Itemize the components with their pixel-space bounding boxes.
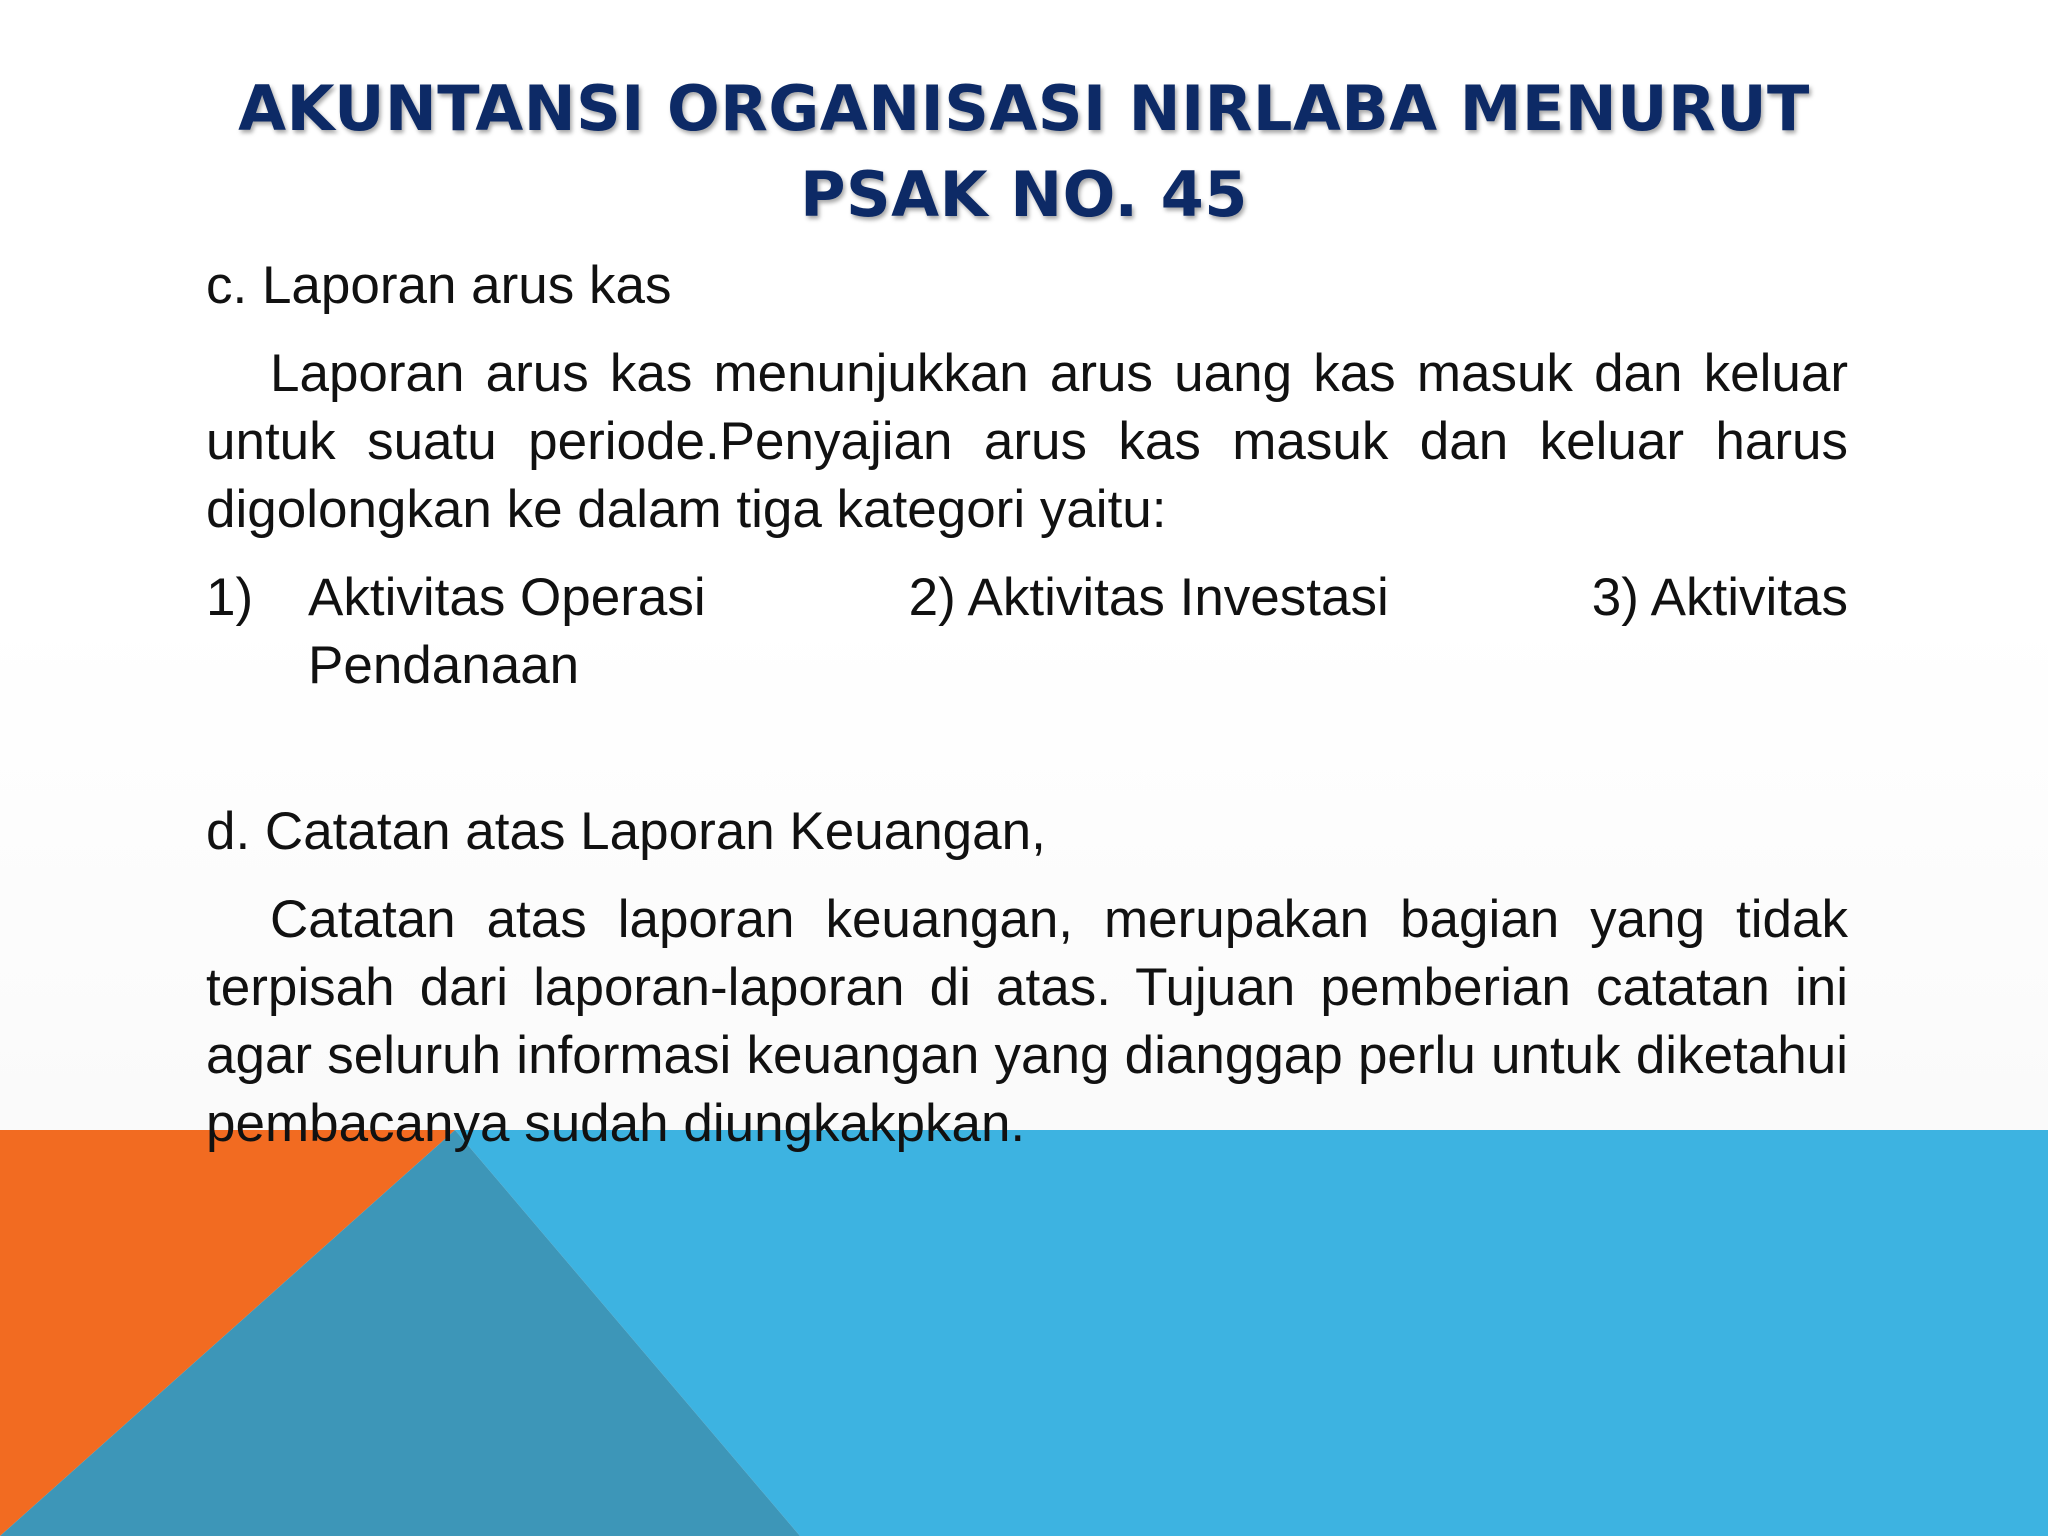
section-c-heading: c. Laporan arus kas <box>206 256 672 315</box>
list-line <box>308 564 1848 632</box>
slide-title: AKUNTANSI ORGANISASI NIRLABA MENURUT PSAK NO. 45 <box>238 72 1810 231</box>
list-item-operasi: Aktivitas Operasi <box>308 568 706 627</box>
list-item-investasi: 2) Aktivitas Investasi <box>908 568 1389 627</box>
category-list <box>206 564 1848 700</box>
list-number: 1) <box>206 568 254 627</box>
section-d-paragraph: Catatan atas laporan keuangan, merupakan bagian yang tidak terpisah dari laporan-laporan di atas. Tujuan pemberian catatan ini agar seluruh informasi keuangan yang dianggap perlu untuk diketahui pembacanya sudah diungkakpkan. <box>206 890 1848 1153</box>
slide-content <box>206 252 1848 1158</box>
section-d-heading: d. Catatan atas Laporan Keuangan, <box>206 802 1046 861</box>
list-item-pendanaan-continued: Pendanaan <box>308 636 580 695</box>
section-c-paragraph: Laporan arus kas menunjukkan arus uang kas masuk dan keluar untuk suatu periode.Penyajian arus kas masuk dan keluar harus digolongkan ke dalam tiga kategori yaitu: <box>206 344 1848 539</box>
list-item-pendanaan: 3) Aktivitas <box>1591 568 1848 627</box>
list-text <box>308 564 1848 700</box>
